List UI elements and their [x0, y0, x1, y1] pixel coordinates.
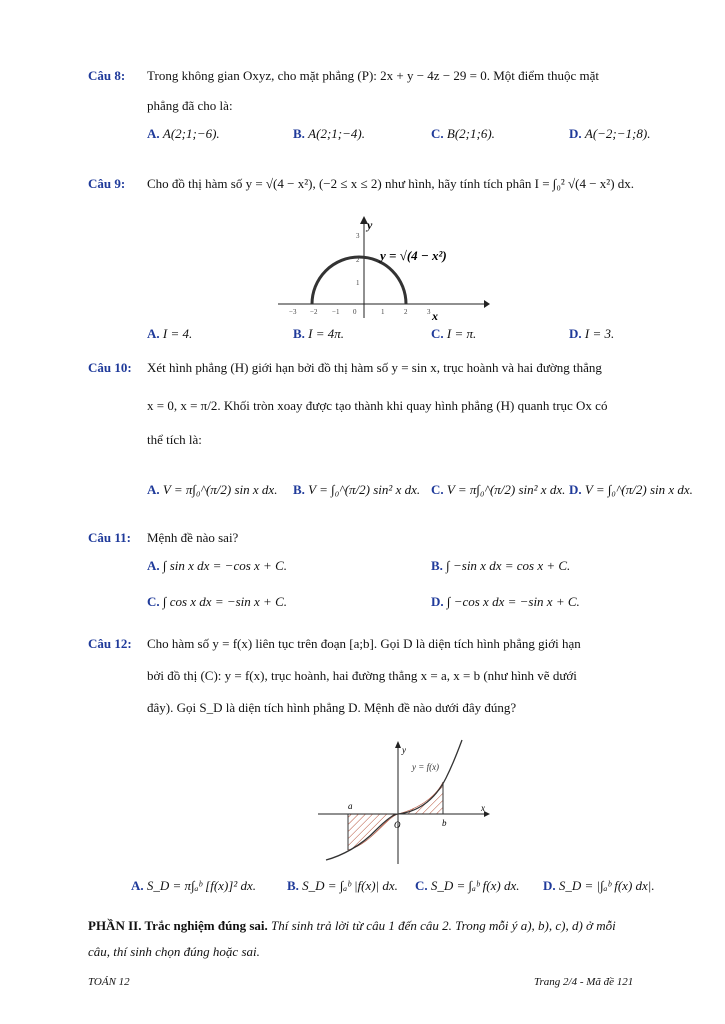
option-text: ∫ cos x dx = −sin x + C.	[162, 594, 287, 609]
option-text: ∫ −cos x dx = −sin x + C.	[446, 594, 580, 609]
q9-option-d[interactable]	[569, 326, 614, 342]
option-label: A.	[131, 878, 144, 893]
option-text: V = π∫₀^(π/2) sin x dx.	[162, 482, 278, 497]
q11-option-b[interactable]	[431, 558, 570, 574]
option-label: C.	[431, 326, 444, 341]
x-tick: 2	[404, 308, 408, 316]
q9-option-b[interactable]	[293, 326, 344, 342]
option-label: B.	[431, 558, 443, 573]
curve-label: y = f(x)	[412, 762, 440, 772]
option-label: D.	[569, 482, 582, 497]
option-label: A.	[147, 482, 160, 497]
part2-heading: PHẦN II. Trắc nghiệm đúng sai.	[88, 918, 268, 933]
y-tick: 3	[356, 232, 360, 240]
option-text: A(2;1;−4).	[308, 126, 365, 141]
question-10-text-line2: x = 0, x = π/2. Khối tròn xoay được tạo thành khi quay hình phẳng (H) quanh trục Ox có	[147, 398, 608, 413]
option-text: B(2;1;6).	[446, 126, 495, 141]
q8-option-b[interactable]	[293, 126, 365, 142]
option-label: B.	[293, 126, 305, 141]
x-tick: −2	[310, 308, 318, 316]
option-label: C.	[147, 594, 160, 609]
q9-option-c[interactable]	[431, 326, 476, 342]
question-11-number: Câu 11:	[88, 530, 131, 545]
x-tick: 0	[353, 308, 357, 316]
x-axis-label: x	[481, 803, 485, 813]
q10-option-c[interactable]	[431, 482, 565, 498]
question-9-number: Câu 9:	[88, 176, 126, 191]
question-8-text-line2: phẳng đã cho là:	[147, 98, 233, 113]
x-tick: 1	[381, 308, 385, 316]
option-text: ∫ sin x dx = −cos x + C.	[162, 558, 287, 573]
area-graph	[316, 736, 494, 866]
y-axis-arrow-icon	[395, 741, 401, 748]
question-10-text-line3: thể tích là:	[147, 432, 202, 447]
option-text: S_D = ∫ₐᵇ f(x) dx.	[430, 878, 520, 893]
option-text: A(2;1;−6).	[162, 126, 220, 141]
q10-option-a[interactable]	[147, 482, 277, 498]
option-label: D.	[543, 878, 556, 893]
shaded-region-right	[398, 782, 443, 814]
option-text: S_D = ∫ₐᵇ |f(x)| dx.	[302, 878, 398, 893]
q12-option-b[interactable]	[287, 878, 398, 894]
footer-subject: TOÁN 12	[88, 976, 130, 988]
option-text: V = ∫₀^(π/2) sin x dx.	[584, 482, 693, 497]
x-axis-label: x	[432, 309, 438, 322]
origin-label: O	[394, 820, 401, 830]
y-tick: 1	[356, 279, 360, 287]
x-tick: −1	[332, 308, 340, 316]
option-label: C.	[415, 878, 428, 893]
q8-option-a[interactable]	[147, 126, 220, 142]
graph-equation-label: y = √(4 − x²)	[380, 248, 447, 263]
semicircle-graph	[276, 212, 492, 322]
y-axis-label: y	[402, 745, 406, 755]
option-label: A.	[147, 326, 160, 341]
option-text: I = π.	[446, 326, 477, 341]
question-12-number: Câu 12:	[88, 636, 132, 651]
footer-page-info: Trang 2/4 - Mã đề 121	[534, 976, 634, 988]
y-tick: 2	[356, 256, 360, 264]
question-12-text-line2: bởi đồ thị (C): y = f(x), trục hoành, hai đường thẳng x = a, x = b (như hình vẽ dưới	[147, 668, 577, 683]
q12-option-d[interactable]	[543, 878, 655, 894]
option-label: B.	[293, 326, 305, 341]
question-12-text-line1: Cho hàm số y = f(x) liên tục trên đoạn [a;b]. Gọi D là diện tích hình phẳng giới hạn	[147, 636, 581, 651]
option-label: D.	[569, 326, 582, 341]
b-label: b	[442, 818, 447, 828]
x-axis-arrow-icon	[484, 300, 490, 308]
question-8-text-line1: Trong không gian Oxyz, cho mặt phẳng (P): 2x + y − 4z − 29 = 0. Một điểm thuộc mặt	[147, 68, 600, 83]
option-label: D.	[431, 594, 444, 609]
q10-option-b[interactable]	[293, 482, 420, 498]
option-text: I = 4.	[162, 326, 193, 341]
option-text: A(−2;−1;8).	[584, 126, 651, 141]
q10-option-d[interactable]	[569, 482, 693, 498]
option-label: C.	[431, 482, 444, 497]
a-label: a	[348, 801, 353, 811]
option-label: D.	[569, 126, 582, 141]
question-9-text: Cho đồ thị hàm số y = √(4 − x²), (−2 ≤ x ≤ 2) như hình, hãy tính tích phân I = ∫₀² √(4 − x²) dx.	[147, 176, 635, 191]
x-tick: 3	[427, 308, 431, 316]
question-8-number: Câu 8:	[88, 68, 126, 83]
shaded-region-left	[348, 814, 398, 850]
option-text: S_D = |∫ₐᵇ f(x) dx|.	[558, 878, 655, 893]
q11-option-a[interactable]	[147, 558, 287, 574]
option-text: S_D = π∫ₐᵇ [f(x)]² dx.	[146, 878, 257, 893]
question-10-text-line1: Xét hình phẳng (H) giới hạn bởi đồ thị hàm số y = sin x, trục hoành và hai đường thẳng	[147, 360, 602, 375]
question-10-number: Câu 10:	[88, 360, 132, 375]
option-label: A.	[147, 558, 160, 573]
x-tick: −3	[289, 308, 297, 316]
y-axis-label: y	[367, 218, 373, 232]
q8-option-d[interactable]	[569, 126, 650, 142]
option-text: V = ∫₀^(π/2) sin² x dx.	[308, 482, 421, 497]
option-text: ∫ −sin x dx = cos x + C.	[446, 558, 571, 573]
option-label: C.	[431, 126, 444, 141]
q8-option-c[interactable]	[431, 126, 495, 142]
option-text: I = 3.	[584, 326, 615, 341]
option-label: A.	[147, 126, 160, 141]
q9-option-a[interactable]	[147, 326, 192, 342]
q11-option-c[interactable]	[147, 594, 287, 610]
part2-instruction: Thí sinh trả lời từ câu 1 đến câu 2. Trong mỗi ý a), b), c), d) ở mỗi	[271, 918, 616, 933]
q11-option-d[interactable]	[431, 594, 580, 610]
option-label: B.	[293, 482, 305, 497]
option-text: V = π∫₀^(π/2) sin² x dx.	[446, 482, 566, 497]
question-11-text: Mệnh đề nào sai?	[147, 530, 239, 545]
q12-option-c[interactable]	[415, 878, 519, 894]
option-label: B.	[287, 878, 299, 893]
part2-line2: câu, thí sinh chọn đúng hoặc sai.	[88, 944, 260, 959]
option-text: I = 4π.	[308, 326, 345, 341]
part2-line1	[88, 918, 616, 934]
q12-option-a[interactable]	[131, 878, 256, 894]
question-12-text-line3: đây). Gọi S_D là diện tích hình phẳng D. Mệnh đề nào dưới đây đúng?	[147, 700, 517, 715]
